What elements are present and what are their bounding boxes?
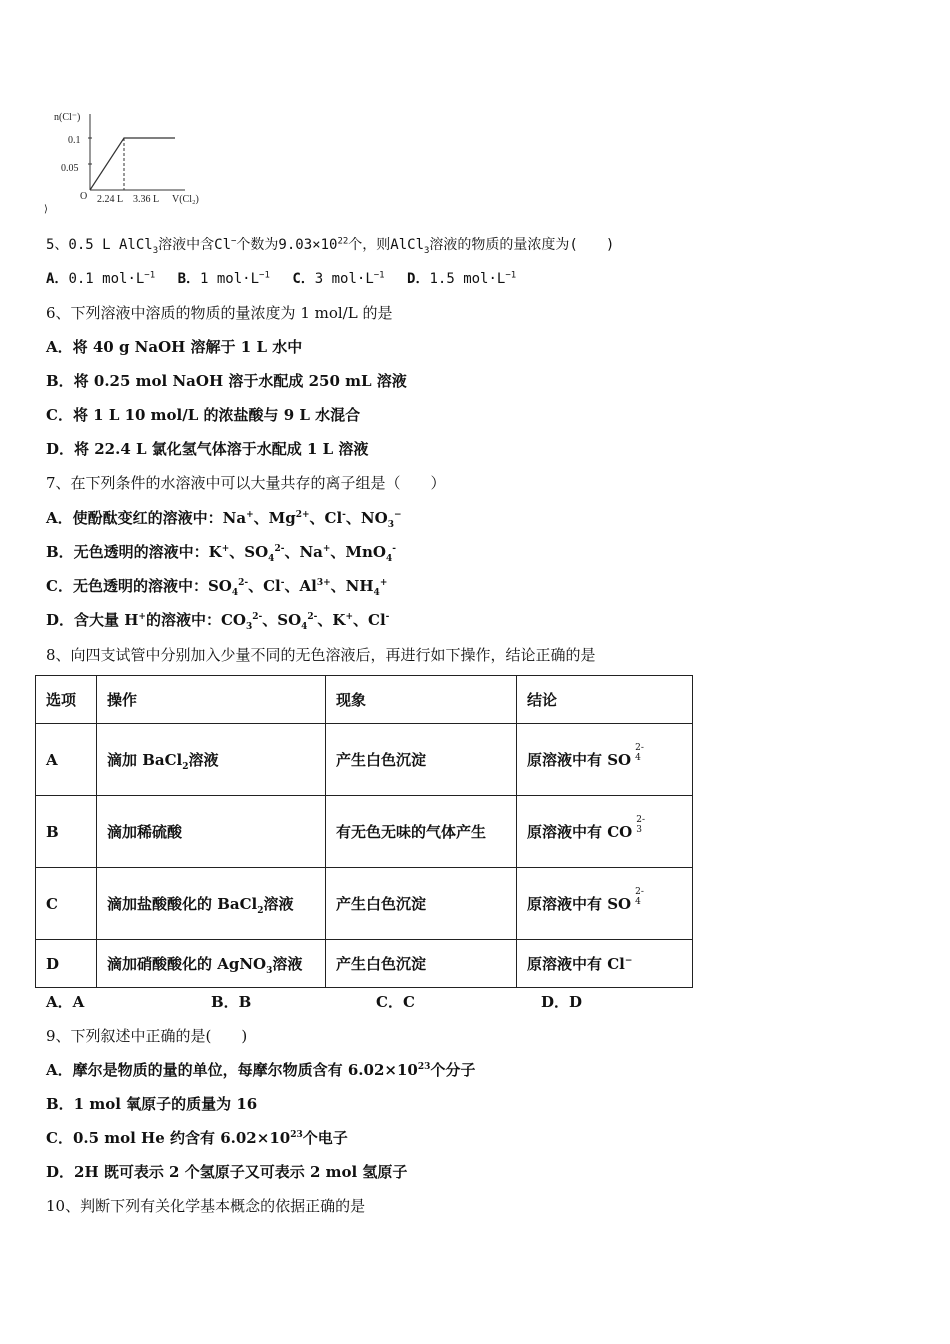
row-operation: 滴加稀硫酸 [97, 796, 326, 868]
table-row [36, 724, 693, 796]
row-conclusion: 原溶液中有 SO 2- 4 [517, 724, 693, 796]
q9-option-d[interactable]: D．2H 既可表示 2 个氢原子又可表示 2 mol 氢原子 [46, 1163, 408, 1181]
header-phenomenon: 现象 [326, 676, 517, 724]
q8-table [35, 675, 693, 988]
row-option: B [36, 796, 97, 868]
header-option: 选项 [36, 676, 97, 724]
q9-option-a[interactable]: A．摩尔是物质的量的单位，每摩尔物质含有 $6.02\times 10^{23}$个分子 [46, 1061, 476, 1079]
q7-option-c[interactable]: C．无色透明的溶液中：$SO_4^{2-}$、Cl-、$Al^{3+}$、$NH_4^+$ [46, 577, 388, 598]
chloride-graph [40, 100, 220, 215]
table-row [36, 868, 693, 940]
q5-option-d[interactable]: D．1.5 $mol\cdot L^{-1}$ [407, 270, 517, 287]
q7-stem: 7、在下列条件的水溶液中可以大量共存的离子组是（ ） [46, 474, 446, 492]
q9-option-b[interactable]: B．1 mol 氧原子的质量为 16 [46, 1095, 258, 1113]
q8-answers [46, 992, 582, 1012]
graph-ylabel: n(Cl⁻) [54, 112, 81, 123]
row-operation: 滴加盐酸酸化的 BaCl$_2$溶液 [97, 868, 326, 940]
row-phenomenon: 产生白色沉淀 [326, 940, 517, 988]
q7-option-b[interactable]: B．无色透明的溶液中：K+、$SO_4^{2-}$、Na+、MnO$_4$- [46, 543, 397, 564]
table-row [36, 796, 693, 868]
table-row [36, 940, 693, 988]
row-conclusion: 原溶液中有 SO 2- 4 [517, 868, 693, 940]
row-option: D [36, 940, 97, 988]
q5-option-c[interactable]: C．3 $mol\cdot L^{-1}$ [292, 270, 385, 287]
graph-xlabel: V(Cl₂) [172, 194, 199, 205]
header-operation: 操作 [97, 676, 326, 724]
q8-answer-a[interactable]: A．A [46, 993, 85, 1011]
q7-option-a[interactable]: A．使酚酞变红的溶液中：Na+、$Mg^{2+}$、Cl-、$NO_3^-$ [46, 509, 402, 530]
q5-options [46, 269, 516, 289]
q8-answer-d[interactable]: D．D [541, 993, 583, 1011]
q9-stem: 9、下列叙述中正确的是( ) [46, 1027, 248, 1045]
graph-y2: 0.05 [61, 163, 79, 174]
q6-stem: 6、下列溶液中溶质的物质的量浓度为 1 mol/L 的是 [46, 304, 393, 322]
row-option: C [36, 868, 97, 940]
graph-series-line [90, 138, 175, 190]
graph-origin: O [80, 191, 88, 202]
q5-option-a[interactable]: A．0.1 $mol\cdot L^{-1}$ [46, 270, 156, 287]
table-header-row [36, 676, 693, 724]
q7-option-d[interactable]: D．含大量 H+的溶液中：$CO_3^{2-}$、$SO_4^{2-}$、K+、Cl- [46, 611, 390, 632]
graph-corner: ⟩ [44, 204, 48, 215]
row-phenomenon: 产生白色沉淀 [326, 868, 517, 940]
row-phenomenon: 产生白色沉淀 [326, 724, 517, 796]
q5-option-b[interactable]: B．1 $mol\cdot L^{-1}$ [177, 270, 270, 287]
q6-option-b[interactable]: B．将 0.25 mol NaOH 溶于水配成 250 mL 溶液 [46, 372, 407, 390]
q8-answer-b[interactable]: B．B [211, 993, 252, 1011]
q5-stem: 5、0.5 L AlCl$_3$溶液中含Cl−个数为$9.03\times 10^{22}$个，则AlCl$_3$溶液的物质的量浓度为( ) [46, 236, 615, 256]
q10-stem: 10、判断下列有关化学基本概念的依据正确的是 [46, 1197, 366, 1215]
q9-option-c[interactable]: C．0.5 mol He 约含有 $6.02\times 10^{23}$个电子 [46, 1129, 348, 1147]
row-conclusion: 原溶液中有 Cl− [517, 940, 693, 988]
q8-answer-c[interactable]: C．C [376, 993, 415, 1011]
header-conclusion: 结论 [517, 676, 693, 724]
q6-option-d[interactable]: D．将 22.4 L 氯化氢气体溶于水配成 1 L 溶液 [46, 440, 369, 458]
graph-x1: 2.24 L [97, 194, 124, 205]
graph-y1: 0.1 [68, 135, 81, 146]
q6-option-c[interactable]: C．将 1 L 10 mol/L 的浓盐酸与 9 L 水混合 [46, 406, 361, 424]
graph-x2: 3.36 L [133, 194, 160, 205]
q8-stem: 8、向四支试管中分别加入少量不同的无色溶液后，再进行如下操作，结论正确的是 [46, 646, 596, 664]
row-conclusion: 原溶液中有 CO 2- 3 [517, 796, 693, 868]
row-option: A [36, 724, 97, 796]
row-operation: 滴加 BaCl$_2$溶液 [97, 724, 326, 796]
q6-option-a[interactable]: A．将 40 g NaOH 溶解于 1 L 水中 [46, 338, 303, 356]
row-phenomenon: 有无色无味的气体产生 [326, 796, 517, 868]
row-operation: 滴加硝酸酸化的 AgNO$_3$溶液 [97, 940, 326, 988]
